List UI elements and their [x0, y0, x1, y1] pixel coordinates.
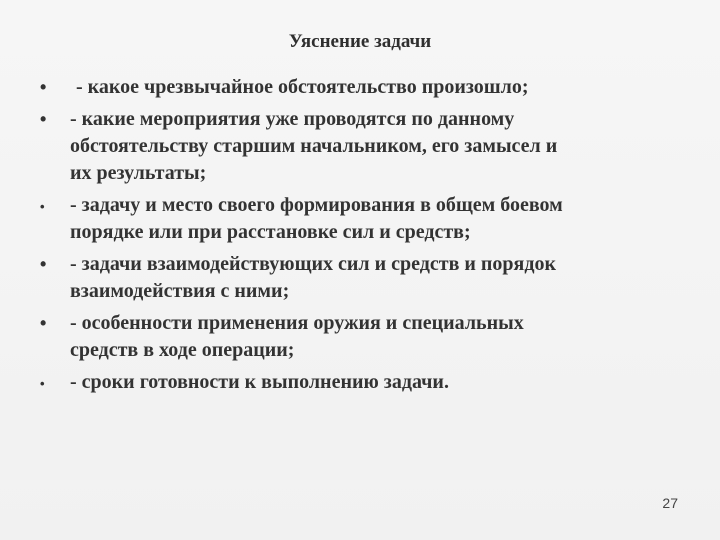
list-item — [40, 310, 680, 364]
bullet-icon: • — [40, 376, 45, 391]
list-item — [40, 192, 680, 246]
bullet-icon: • — [40, 313, 47, 333]
bullet-icon: • — [40, 77, 47, 97]
list-item — [40, 369, 680, 399]
bullet-list — [40, 74, 680, 404]
list-item-text: - какое чрезвычайное обстоятельство произошло; — [76, 76, 529, 98]
list-item-text: - задачи взаимодействующих сил и средств и порядок взаимодействия с ними; — [70, 253, 556, 302]
slide-title: Уяснение задачи — [288, 31, 432, 52]
bullet-icon: • — [40, 199, 45, 214]
list-item-text: - задачу и место своего формирования в общем боевом порядке или при расстановке сил и средств; — [70, 194, 563, 243]
list-item-text: - особенности применения оружия и специальных средств в ходе операции; — [70, 312, 524, 361]
bullet-icon: • — [40, 109, 47, 129]
list-item-text: - какие мероприятия уже проводятся по данному обстоятельству старшим начальником, его замысел и их результаты; — [70, 108, 558, 184]
list-item-text: - сроки готовности к выполнению задачи. — [70, 371, 449, 393]
page-number: 27 — [662, 495, 678, 511]
list-item — [40, 74, 680, 101]
bullet-icon: • — [40, 254, 47, 274]
list-item — [40, 106, 680, 187]
list-item — [40, 251, 680, 305]
